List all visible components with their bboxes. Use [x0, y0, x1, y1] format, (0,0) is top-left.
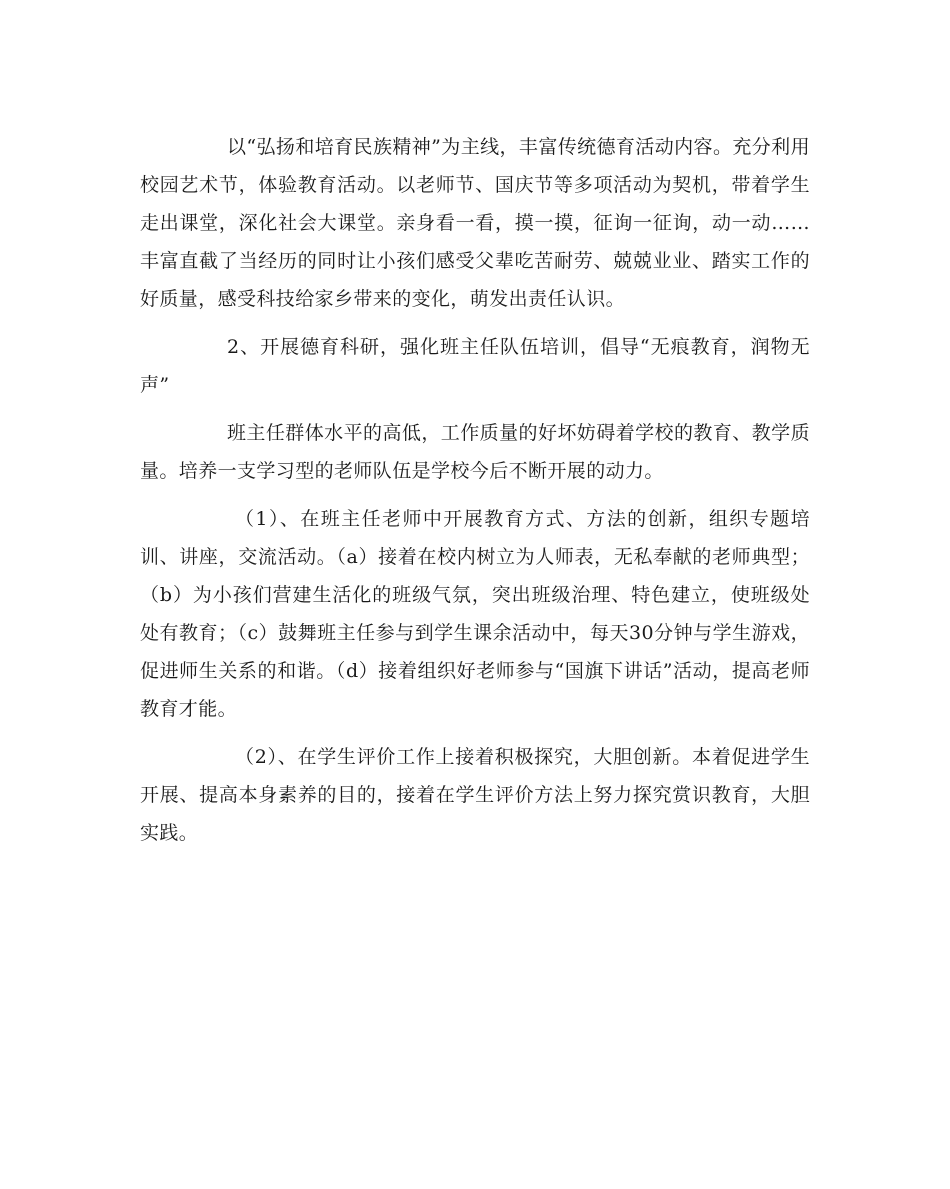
paragraph-head-teacher-quality: 班主任群体水平的高低，工作质量的好坏妨碍着学校的教育、教学质量。培养一支学习型的老师队伍是学校今后不断开展的动力。 [140, 422, 810, 482]
document-body [140, 128, 810, 862]
paragraph-item-1-innovation: （1）、在班主任老师中开展教育方式、方法的创新，组织专题培训、讲座，交流活动。（a）接着在校内树立为人师表，无私奉献的老师典型；（b）为小孩们营建生活化的班级气氛，突出班级治理、特色建立，使班级处处有教育；（c）鼓舞班主任参与到学生课余活动中，每天30分钟与学生游戏，促进师生关系的和谐。（d）接着组织好老师参与“国旗下讲话”活动，提高老师教育才能。 [140, 508, 810, 720]
section-heading-teacher-training: 2、开展德育科研，强化班主任队伍培训，倡导“无痕教育，润物无声” [140, 336, 810, 396]
paragraph-item-2-student-evaluation: （2）、在学生评价工作上接着积极探究，大胆创新。本着促进学生开展、提高本身素养的目的，接着在学生评价方法上努力探究赏识教育，大胆实践。 [140, 746, 810, 844]
paragraph-moral-education-activities: 以“弘扬和培育民族精神”为主线，丰富传统德育活动内容。充分利用校园艺术节，体验教育活动。以老师节、国庆节等多项活动为契机，带着学生走出课堂，深化社会大课堂。亲身看一看，摸一摸，征询一征询，动一动……丰富直截了当经历的同时让小孩们感受父辈吃苦耐劳、兢兢业业、踏实工作的好质量，感受科技给家乡带来的变化，萌发出责任认识。 [140, 136, 810, 310]
